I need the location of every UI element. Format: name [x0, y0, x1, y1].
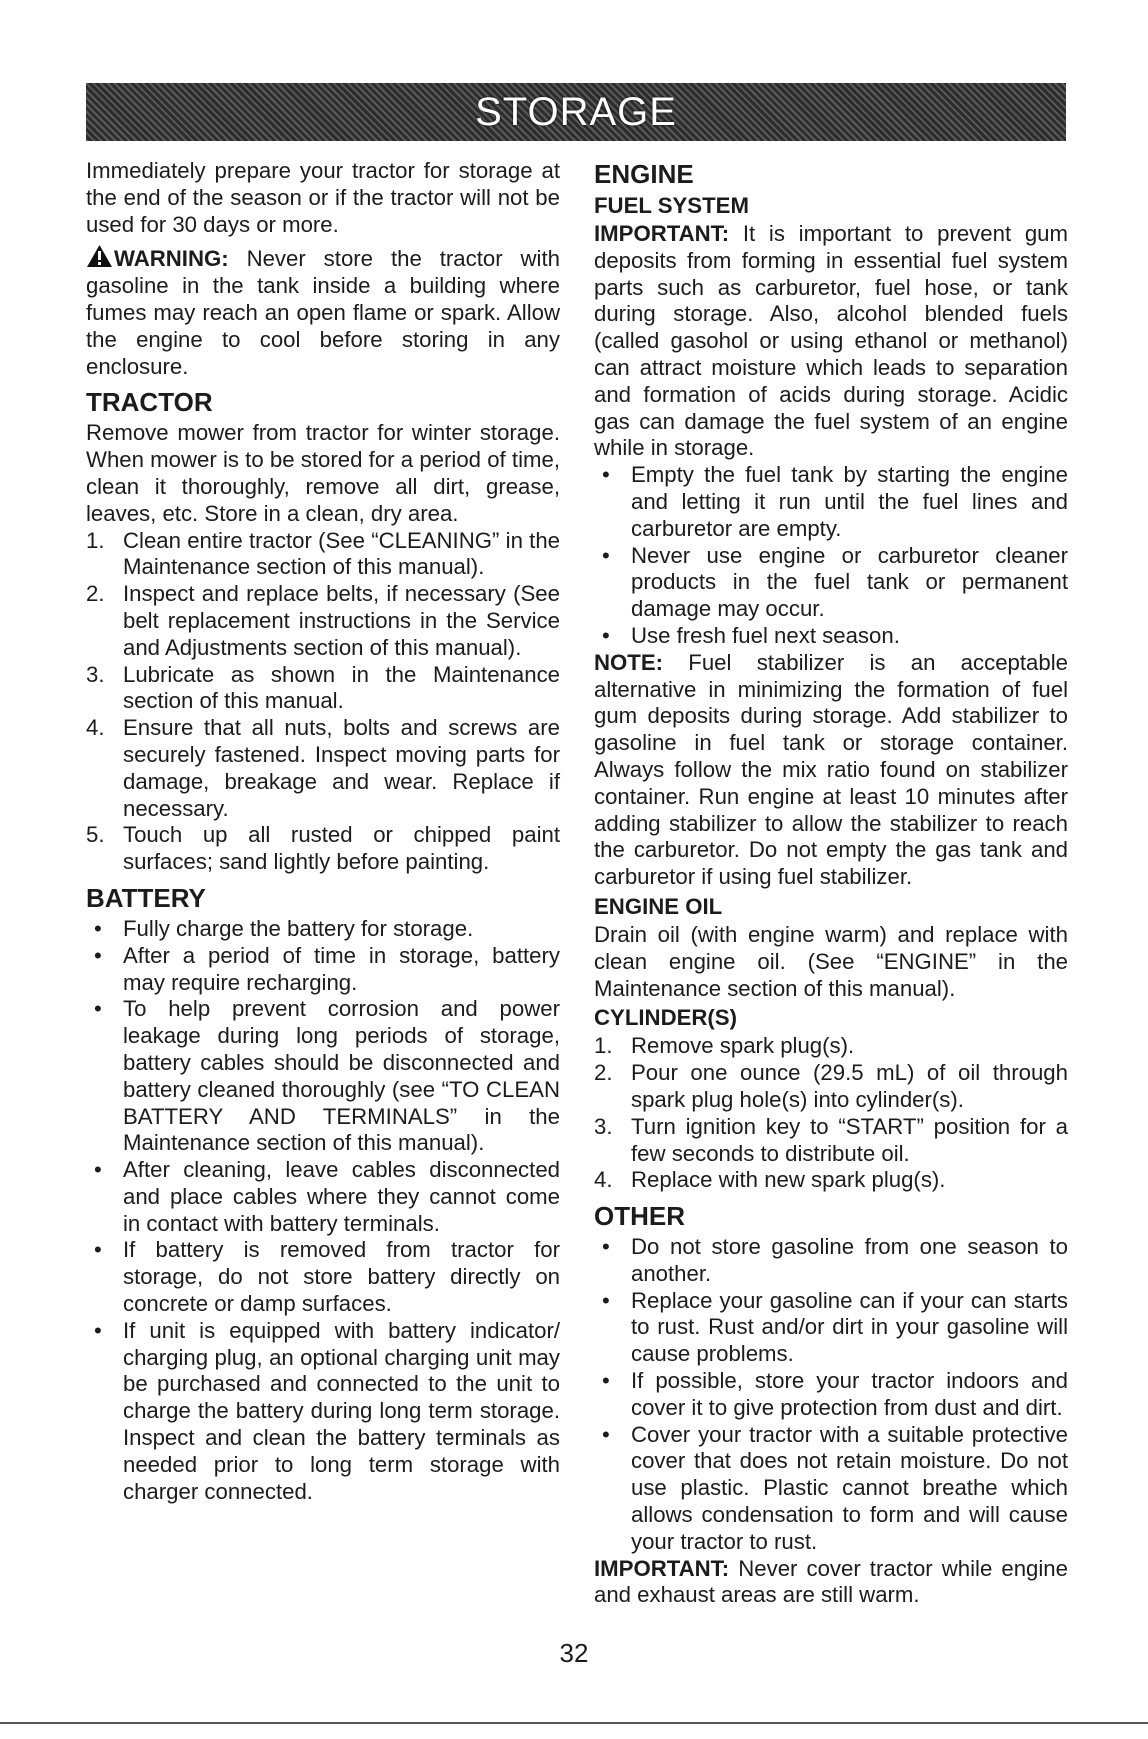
important-label: IMPORTANT: [594, 1555, 730, 1581]
step-text: Clean entire tractor (See “CLEANING” in the Maintenance section of this manual). [123, 527, 560, 580]
bullet: • [94, 915, 102, 941]
tractor-steps [86, 528, 560, 876]
item-text: Replace your gasoline can if your can starts to rust. Rust and/or dirt in your gasoline will cause problems. [631, 1287, 1068, 1367]
list-item [86, 916, 560, 943]
item-text: If battery is removed from tractor for storage, do not store battery directly on concrete or damp surfaces. [123, 1237, 560, 1317]
bullet: • [602, 1234, 610, 1260]
list-item [86, 528, 560, 582]
item-text: Use fresh fuel next season. [631, 622, 900, 648]
item-text: Cover your tractor with a suitable protective cover that does not retain moisture. Do not use plastic. Plastic cannot breathe which allows condensation to form and will cause your tractor to rust. [631, 1421, 1068, 1554]
step-text: Turn ignition key to “START” position for a few seconds to distribute oil. [631, 1113, 1068, 1166]
page-title: STORAGE [475, 89, 677, 134]
item-text: If possible, store your tractor indoors and cover it to give protection from dust and dirt. [631, 1368, 1068, 1420]
battery-list [86, 916, 560, 1506]
step-number: 3. [86, 661, 105, 687]
step-number: 4. [594, 1167, 613, 1193]
battery-heading: BATTERY [86, 882, 206, 913]
bullet: • [602, 1421, 610, 1447]
list-item [594, 1422, 1068, 1556]
fuel-system-list [594, 462, 1068, 650]
page-number: 32 [559, 1638, 589, 1668]
intro-paragraph: Immediately prepare your tractor for storage at the end of the season or if the tractor will not be used for 30 days or more. [86, 158, 560, 237]
item-text: Fully charge the battery for storage. [123, 915, 474, 941]
important-text: Never cover tractor while engine and exhaust areas are still warm. [594, 1555, 1068, 1608]
tractor-intro: Remove mower from tractor for winter storage. When mower is to be stored for a period of time, clean it thoroughly, remove all dirt, grease, leaves, etc. Store in a clean, dry area. [86, 420, 560, 526]
list-item [594, 1167, 1068, 1194]
engine-heading: ENGINE [594, 159, 694, 189]
item-text: Never use engine or carburetor cleaner products in the fuel tank or permanent damage may occur. [631, 542, 1068, 622]
bullet: • [94, 1237, 102, 1263]
other-important-paragraph [594, 1556, 1068, 1610]
list-item [86, 715, 560, 822]
list-item [594, 1114, 1068, 1168]
list-item [86, 1157, 560, 1237]
bullet: • [602, 1287, 610, 1313]
list-item [86, 996, 560, 1157]
engine-oil-heading: ENGINE OIL [594, 893, 723, 919]
bullet: • [94, 942, 102, 968]
cylinders-heading: CYLINDER(S) [594, 1005, 737, 1031]
cylinder-steps [594, 1033, 1068, 1194]
item-text: Empty the fuel tank by starting the engine and letting it run until the fuel lines and carburetor are empty. [631, 462, 1068, 541]
step-text: Touch up all rusted or chipped paint surfaces; sand lightly before painting. [123, 822, 560, 875]
other-heading: OTHER [594, 1201, 685, 1232]
step-text: Ensure that all nuts, bolts and screws are securely fastened. Inspect moving parts for damage, breakage and wear. Replace if necessary. [123, 715, 560, 821]
item-text: If unit is equipped with battery indicator/ charging plug, an optional charging unit may be purchased and connected to the unit to charge the battery during long term storage. Inspect and clean the battery terminals as needed prior to long term storage with charger connected. [123, 1317, 560, 1504]
bullet: • [602, 1368, 610, 1394]
list-item [594, 462, 1068, 542]
bullet: • [94, 1157, 102, 1183]
list-item [594, 1033, 1068, 1060]
step-number: 2. [86, 581, 105, 607]
fuel-system-heading: FUEL SYSTEM [594, 193, 749, 218]
bullet: • [602, 462, 610, 488]
list-item [594, 1368, 1068, 1422]
step-number: 4. [86, 715, 105, 741]
other-list [594, 1234, 1068, 1556]
list-item [86, 1318, 560, 1506]
step-number: 1. [594, 1033, 613, 1059]
list-item [594, 623, 1068, 650]
warning-paragraph [86, 244, 560, 380]
engine-oil-text: Drain oil (with engine warm) and replace with clean engine oil. (See “ENGINE” in the Maintenance section of this manual). [594, 921, 1068, 1001]
bottom-rule [0, 1722, 1148, 1724]
important-label: IMPORTANT: [594, 221, 730, 246]
note-text: Fuel stabilizer is an acceptable alternative in minimizing the formation of fuel gum deposits during storage. Add stabilizer to gasoline in fuel tank or storage container. Always follow the mix ratio found on stabilizer container. Run engine at least 10 minutes after adding stabilizer to allow the stabilizer to reach the carburetor. Do not empty the gas tank and carburetor if using fuel stabilizer. [594, 649, 1068, 890]
list-item [86, 581, 560, 661]
warning-text: Never store the tractor with gasoline in the tank inside a building where fumes may reach an open flame or spark. Allow the engine to cool before storing in any enclosure. [86, 246, 560, 379]
step-number: 5. [86, 822, 105, 848]
step-text: Replace with new spark plug(s). [631, 1167, 946, 1193]
step-text: Inspect and replace belts, if necessary (See belt replacement instructions in the Service and Adjustments section of this manual). [123, 581, 560, 660]
item-text: After cleaning, leave cables disconnected and place cables where they cannot come in contact with battery terminals. [123, 1157, 560, 1236]
bullet: • [602, 622, 610, 648]
step-number: 2. [594, 1060, 613, 1086]
item-text: Do not store gasoline from one season to another. [631, 1234, 1068, 1286]
item-text: To help prevent corrosion and power leakage during long periods of storage, battery cables should be disconnected and battery cleaned thoroughly (see “TO CLEAN BATTERY AND TERMINALS” in the Maintenance section of this manual). [123, 996, 560, 1156]
list-item [594, 1060, 1068, 1114]
bullet: • [94, 996, 102, 1022]
bullet: • [94, 1317, 102, 1343]
item-text: After a period of time in storage, battery may require recharging. [123, 942, 560, 995]
step-text: Remove spark plug(s). [631, 1033, 855, 1059]
list-item [594, 1288, 1068, 1368]
important-text: It is important to prevent gum deposits from forming in essential fuel system parts such as carburetor, fuel hose, or tank during storage. Also, alcohol blended fuels (called gasohol or using ethanol or methanol) can attract moisture which leads to separation and formation of acids during storage. Acidic gas can damage the fuel system of an engine while in storage. [594, 221, 1068, 461]
list-item [594, 543, 1068, 623]
fuel-note-paragraph [594, 650, 1068, 891]
bullet: • [602, 542, 610, 568]
list-item [86, 1237, 560, 1317]
note-label: NOTE: [594, 649, 664, 675]
step-number: 1. [86, 527, 105, 553]
step-number: 3. [594, 1113, 613, 1139]
left-column [86, 158, 560, 1505]
step-text: Lubricate as shown in the Maintenance section of this manual. [123, 661, 560, 714]
list-item [86, 662, 560, 716]
list-item [594, 1234, 1068, 1288]
list-item [86, 943, 560, 997]
step-text: Pour one ounce (29.5 mL) of oil through spark plug hole(s) into cylinder(s). [631, 1060, 1068, 1112]
fuel-important-paragraph [594, 221, 1068, 462]
tractor-heading: TRACTOR [86, 387, 213, 418]
right-column [594, 158, 1068, 1609]
warning-label: WARNING: [114, 246, 229, 272]
warning-triangle-icon [86, 244, 113, 268]
list-item [86, 822, 560, 876]
storage-title-banner [86, 83, 1066, 141]
